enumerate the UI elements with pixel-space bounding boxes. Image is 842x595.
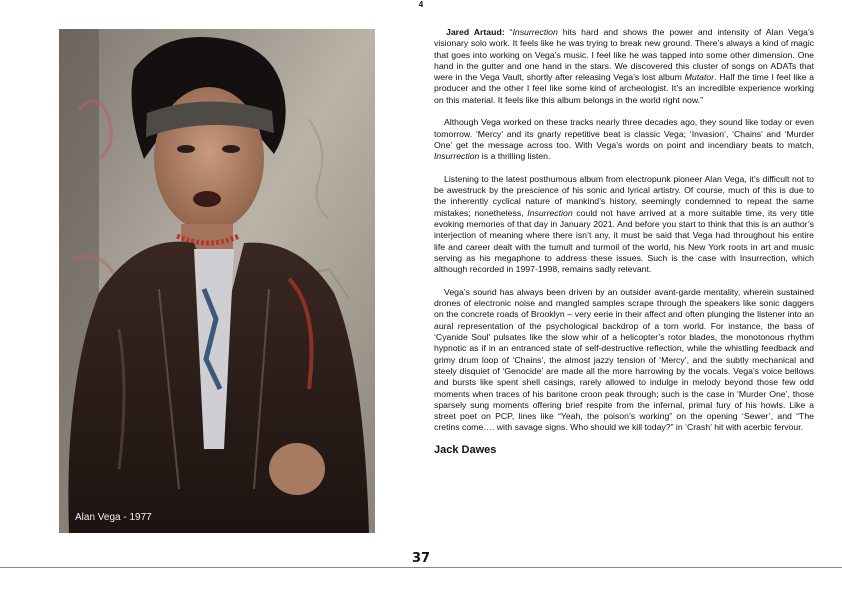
paragraph-2: Although Vega worked on these tracks nearly three decades ago, they sound like today or even tomorrow. ‘Mercy’ and its gnarly repetitive beat is classic Vega; ‘Invasion’, ‘Chains’ and ‘Murder One’ get the message across too. With Vega’s words on point and incendiary beats to match, Insurrection is a thrilling listen. (434, 117, 814, 162)
photo-caption: Alan Vega - 1977 (75, 512, 152, 523)
top-page-number: 4 (418, 0, 424, 9)
paragraph-1: Jared Artaud: “Insurrection hits hard and shows the power and intensity of Alan Vega’s visionary solo work. It feels like he was trying to break new ground. There’s always a kind of magic that goes into working on Vega’s music. I feel like he was tapped into some other dimension. One hand in the gutter and one hand in the stars. We discovered this cluster of songs on ADATs that were in the Vega Vault, shortly after releasing Vega’s lost album Mutator. Half the time I feel like a producer and the other I feel like some kind of archeologist. It’s an incredible experience working on this material. It feels like this album belongs in the world right now.” (434, 27, 814, 105)
author-name: Jack Dawes (434, 443, 497, 456)
paragraph-4: Vega’s sound has always been driven by an outsider avant-garde mentality, wherein sustained drones of electronic noise and mangled samples scrape through the speakers like sonic daggers on the concrete roads of Brooklyn – very eerie in their affect and often plunging the listener into an aural representation of the psychological backdrop of a torn world. For instance, the bass of ‘Cyanide Soul’ pulsates like the slow whir of a helicopter’s rotor blades, the monotonous rhythm hypnotic as if in an entranced state of self-destructive reflection, while the whistling feedback and grimy drum loop of ‘Chains’, the almost jazzy tension of ‘Mercy’, and the subtly mechanical and steely disquiet of ‘Genocide’ are made all the more harrowing by the vocals. Vega’s voice bellows and bursts like spent shell casings, rarely allowed to indulge in melody beyond those few odd moments when traces of his baritone croon peak through; such is the case in ‘Murder One’, those sparsely sung moments offering brief respite from the infernal, primal fury of his howls. Like a street poet on PCP, lines like “Yeah, the poison’s working” on the opening ‘Sewer’, and “The cretins come…. with savage signs. Who should we kill today?” in ‘Crash’ hit with acerbic fervour. (434, 286, 814, 433)
article-body (434, 27, 814, 456)
footer-rule (0, 567, 842, 568)
alan-vega-photo (59, 29, 375, 533)
bottom-page-number: 37 (411, 551, 431, 566)
speaker-name: Jared Artaud: (446, 27, 505, 37)
paragraph-3: Listening to the latest posthumous album from electropunk pioneer Alan Vega, it’s difficult not to be awestruck by the prescience of his sonic and lyrical artistry. Of course, much of this is due to the inherently cyclical nature of mankind’s history, seemingly condemned to repeat the same mistakes; nonetheless, Insurrection could not have arrived at a more suitable time, its very title evoking memories of that day in January 2021. And before you start to think that this is an author’s interjection of meaning where there isn’t any, it must be said that Vega had throughout his entire life and career dealt with the tumult and turmoil of the world, his New York roots in art and music serving as his megaphone to address these issues. Such is the case with Insurrection, which although recorded in 1997-1998, remains sadly relevant. (434, 173, 814, 275)
